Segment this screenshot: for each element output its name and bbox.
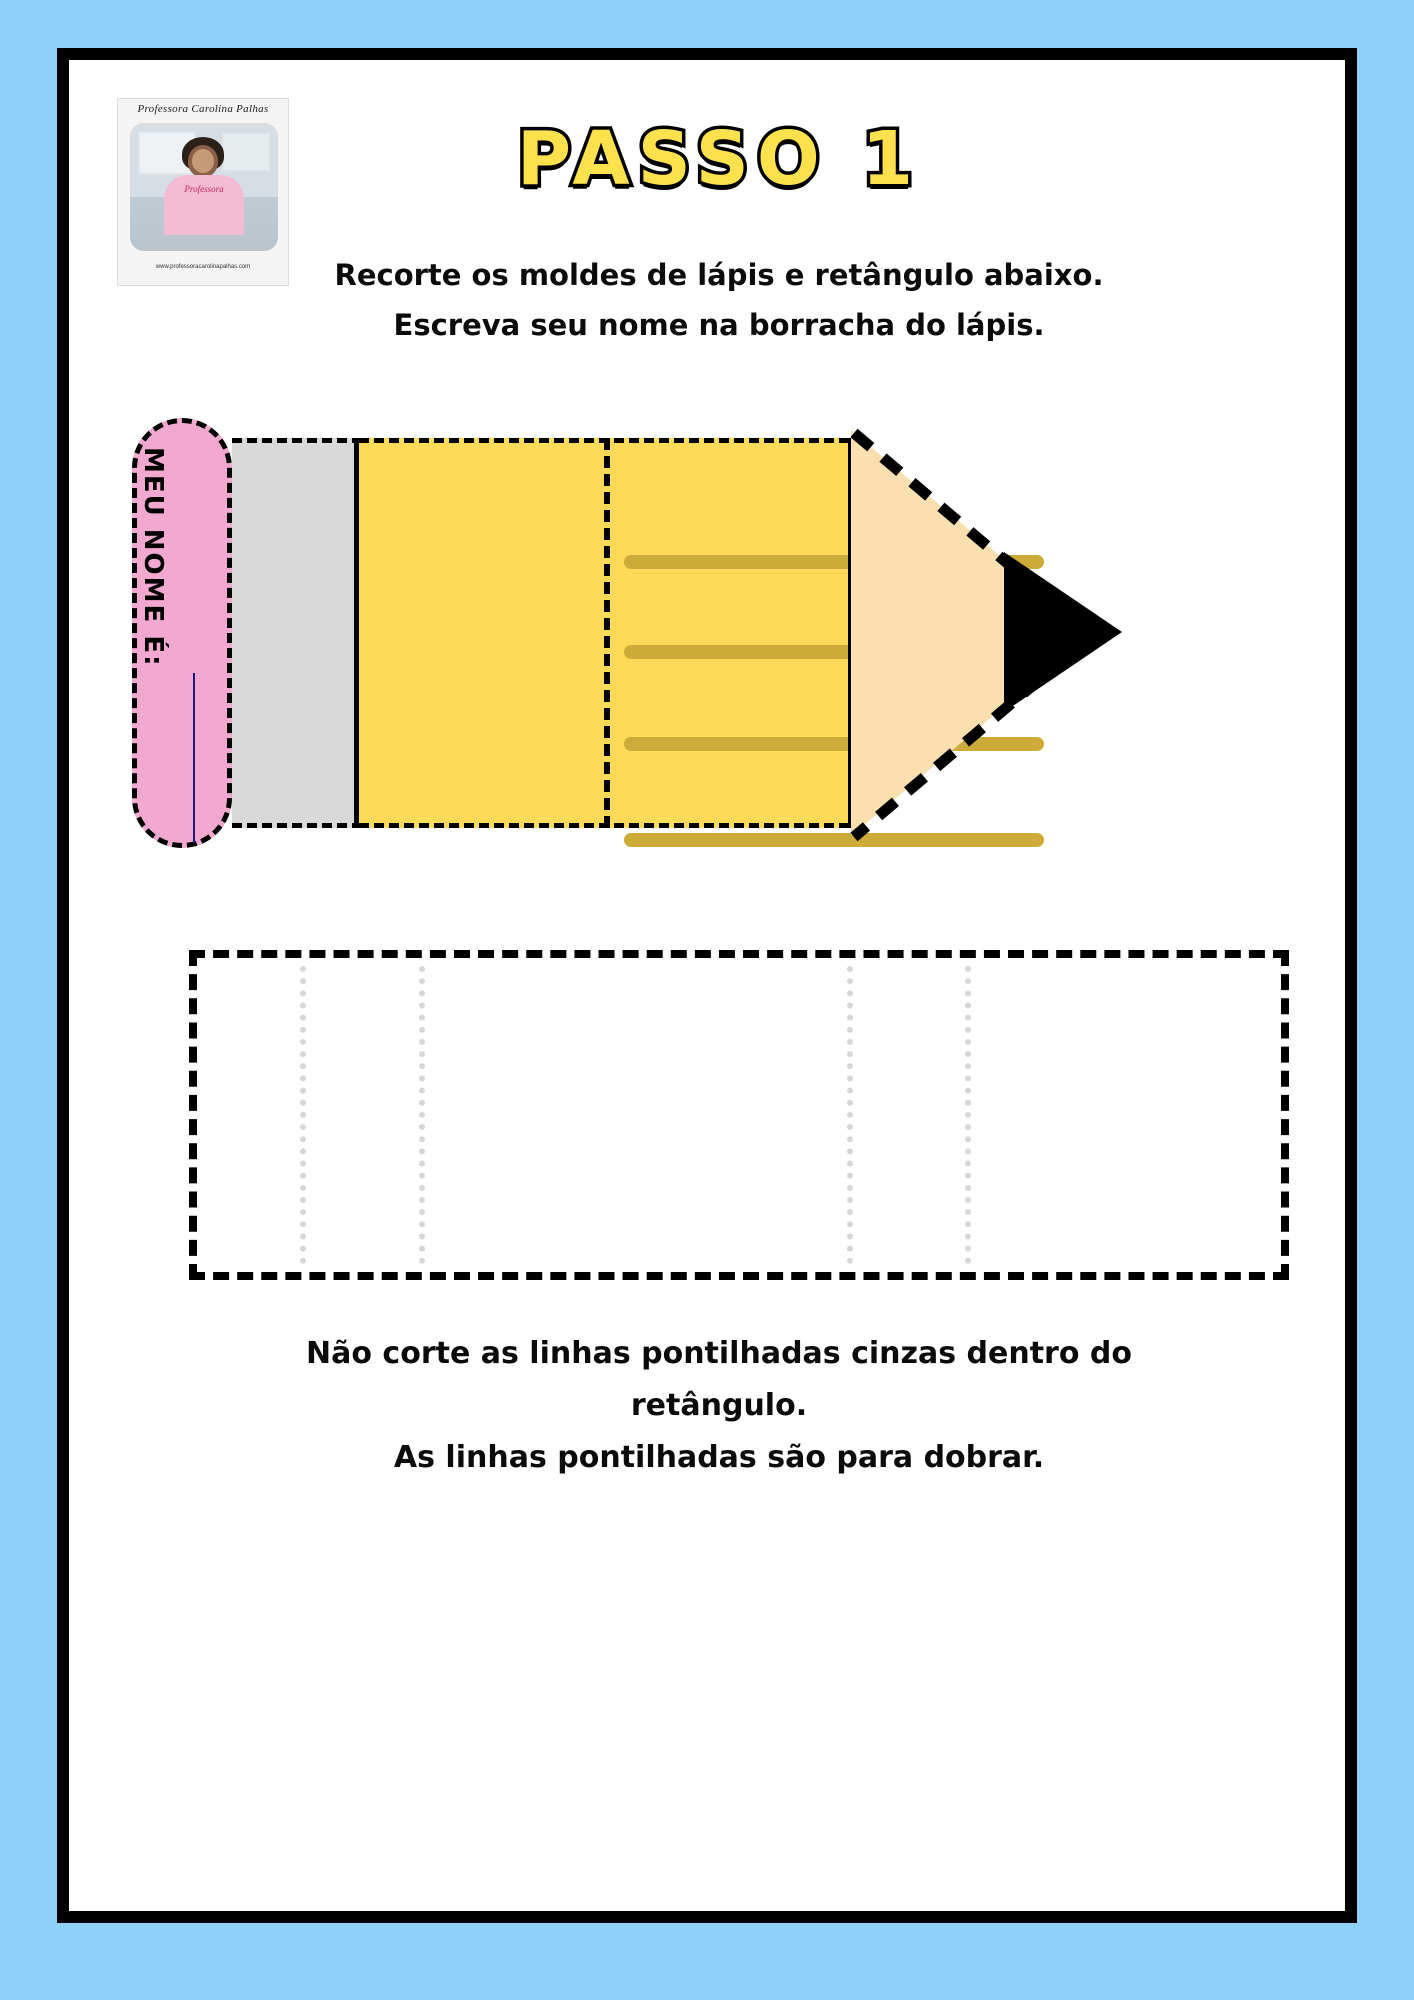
- instruction-line-1: Recorte os moldes de lápis e retângulo abaixo.: [334, 258, 1104, 292]
- teacher-logo-website: www.professoracarolinapalhas.com: [155, 264, 251, 270]
- page-title: PASSO 1: [516, 116, 922, 202]
- photo-face: [192, 149, 214, 173]
- teacher-logo-name: Professora Carolina Palhas: [137, 103, 269, 115]
- rectangle-mold: [189, 950, 1289, 1280]
- barrel-fold-line: [604, 438, 610, 828]
- teacher-photo: [130, 123, 278, 251]
- eraser-write-line: [193, 673, 195, 843]
- eraser-name-label: MEU NOME É:: [138, 447, 168, 668]
- pencil-eraser: [132, 418, 232, 848]
- rectangle-fold-line: [300, 966, 306, 1264]
- photo-shirt-text-line1: Professora: [184, 184, 224, 194]
- rectangle-fold-line: [419, 966, 425, 1264]
- rectangle-fold-line: [965, 966, 971, 1264]
- instruction-line-2: Escreva seu nome na borracha do lápis.: [393, 308, 1045, 342]
- pencil-template: [124, 400, 1304, 870]
- instructions-block: [149, 250, 1289, 350]
- bottom-note-line-1: Não corte as linhas pontilhadas cinzas dentro do: [306, 1336, 1132, 1371]
- photo-poster: [222, 133, 270, 171]
- pencil-tip-fill: [1004, 552, 1122, 712]
- bottom-note-line-2: retângulo.: [630, 1388, 808, 1423]
- bottom-notes-block: [149, 1328, 1289, 1484]
- pencil-ferrule: [232, 438, 362, 828]
- pencil-tip: [1004, 552, 1122, 712]
- rectangle-fold-line: [847, 966, 853, 1264]
- bottom-note-line-3: As linhas pontilhadas são para dobrar.: [393, 1440, 1045, 1475]
- worksheet-sheet: [57, 48, 1357, 1923]
